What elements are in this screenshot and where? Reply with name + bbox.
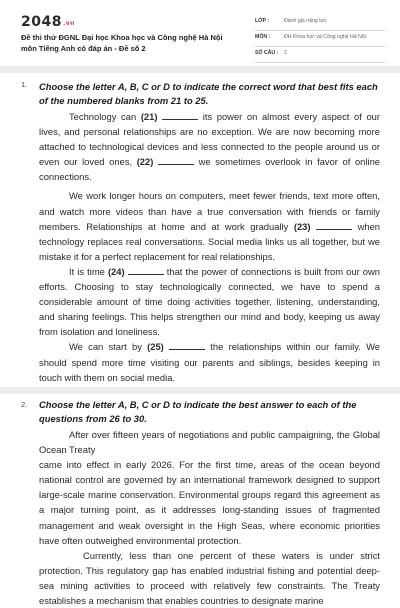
exam-title	[21, 33, 241, 54]
text-run: After over fifteen years of negotiations and public campaigning, the Global Ocean Treaty	[39, 429, 380, 456]
text-run: we sometimes overlook in favor of online connections.	[39, 156, 380, 183]
meta-key: SỐ CÂU :	[255, 50, 279, 56]
answer-blank	[128, 267, 164, 275]
question-divider	[0, 387, 400, 394]
meta-key: LỚP :	[255, 18, 270, 24]
section-divider	[0, 66, 400, 73]
question-number: 1.	[21, 80, 28, 89]
blank-number: (23)	[293, 220, 311, 232]
meta-row-count	[255, 47, 385, 63]
text-run: that the power of connections is built from our own efforts. Choosing to stay technologically connected, we have to spend a considerable amount of time doing activities together, listening, understanding, and sharing feelings. This helps strengthen our mind and body, keeping us away from isolation and loneliness.	[39, 265, 380, 338]
text-run: Technology can	[69, 111, 141, 122]
blank-number: (22)	[136, 156, 154, 168]
answer-blank	[169, 342, 205, 350]
meta-value: Đánh giá năng lực	[284, 18, 327, 24]
text-run: its power on almost every aspect of our lives, and personal relationships are no exception. We are now becoming more attached to technological devices and less connected to the people around us or even our loved ones,	[39, 111, 381, 168]
text-run: We can start by	[69, 341, 148, 353]
exam-title-line-1: Đề thi thử ĐGNL Đại học Khoa học và Công nghệ Hà Nội	[21, 33, 223, 42]
answer-blank	[162, 112, 198, 120]
exam-title-line-2: môn Tiếng Anh có đáp án - Đề số 2	[21, 43, 146, 53]
answer-blank	[316, 222, 352, 230]
passage-paragraph	[39, 109, 380, 184]
logo-text: 2048	[21, 14, 62, 30]
passage-paragraph	[39, 264, 380, 339]
blank-number: (25)	[147, 341, 164, 353]
text-run: It is time	[69, 265, 108, 277]
text-run: came into effect in early 2026. For the first time, areas of the ocean beyond national control are governed by an international framework designed to support large-scale marine conservation. Environmental groups regard this agreement as a major turning point, as it addresses long-standing issues of fragmented management and weak oversight in the High Seas, where economic priorities have often outweighed environmental protection.	[39, 459, 380, 546]
passage-paragraph	[39, 188, 380, 263]
answer-blank	[158, 157, 194, 165]
meta-value: 2	[284, 50, 287, 56]
blank-number: (21)	[140, 111, 158, 122]
text-run: the relationships within our family. We should spend more time visiting our parents and siblings, besides keeping in touch with them on social media.	[39, 341, 380, 383]
logo-suffix: .vn	[62, 20, 75, 27]
text-run: We work longer hours on computers, meet fewer friends, text more often, and watch more videos than have a true conversation with friends or family members. Relationships at home and at work gradually	[39, 190, 380, 232]
reading-passage	[39, 109, 380, 385]
passage-paragraph	[39, 339, 380, 384]
meta-row-class	[255, 15, 385, 31]
text-run: when technology replaces real conversations. Social media links us all together, but we mistake it for a perfect replacement for real relationships.	[39, 220, 380, 262]
reading-passage	[39, 427, 380, 608]
meta-key: MÔN :	[255, 34, 271, 40]
passage-paragraph	[39, 548, 380, 608]
page-header	[0, 0, 400, 66]
meta-value: ĐH Khoa học và Công nghệ Hà Nội	[284, 34, 366, 40]
passage-paragraph	[39, 427, 380, 457]
question-instruction: Choose the letter A, B, C or D to indicate the correct word that best fits each of the numbered blanks from 21 to 25.	[39, 81, 378, 106]
meta-row-subject	[255, 31, 385, 47]
exam-meta	[255, 15, 385, 63]
site-logo[interactable]	[21, 14, 75, 30]
question-number: 2.	[21, 400, 28, 409]
passage-paragraph	[39, 457, 380, 548]
question-instruction: Choose the letter A, B, C or D to indicate the best answer to each of the questions from 26 to 30.	[39, 399, 357, 424]
blank-number: (24)	[107, 265, 125, 277]
exam-content	[0, 73, 400, 607]
text-run: Currently, less than one percent of these waters is under strict protection. This regulatory gap has enabled industrial fishing and potential deep-sea mining activities to proceed with relatively few constraints. The Treaty establishes a mechanism that enables countries to designate marine	[39, 549, 380, 607]
